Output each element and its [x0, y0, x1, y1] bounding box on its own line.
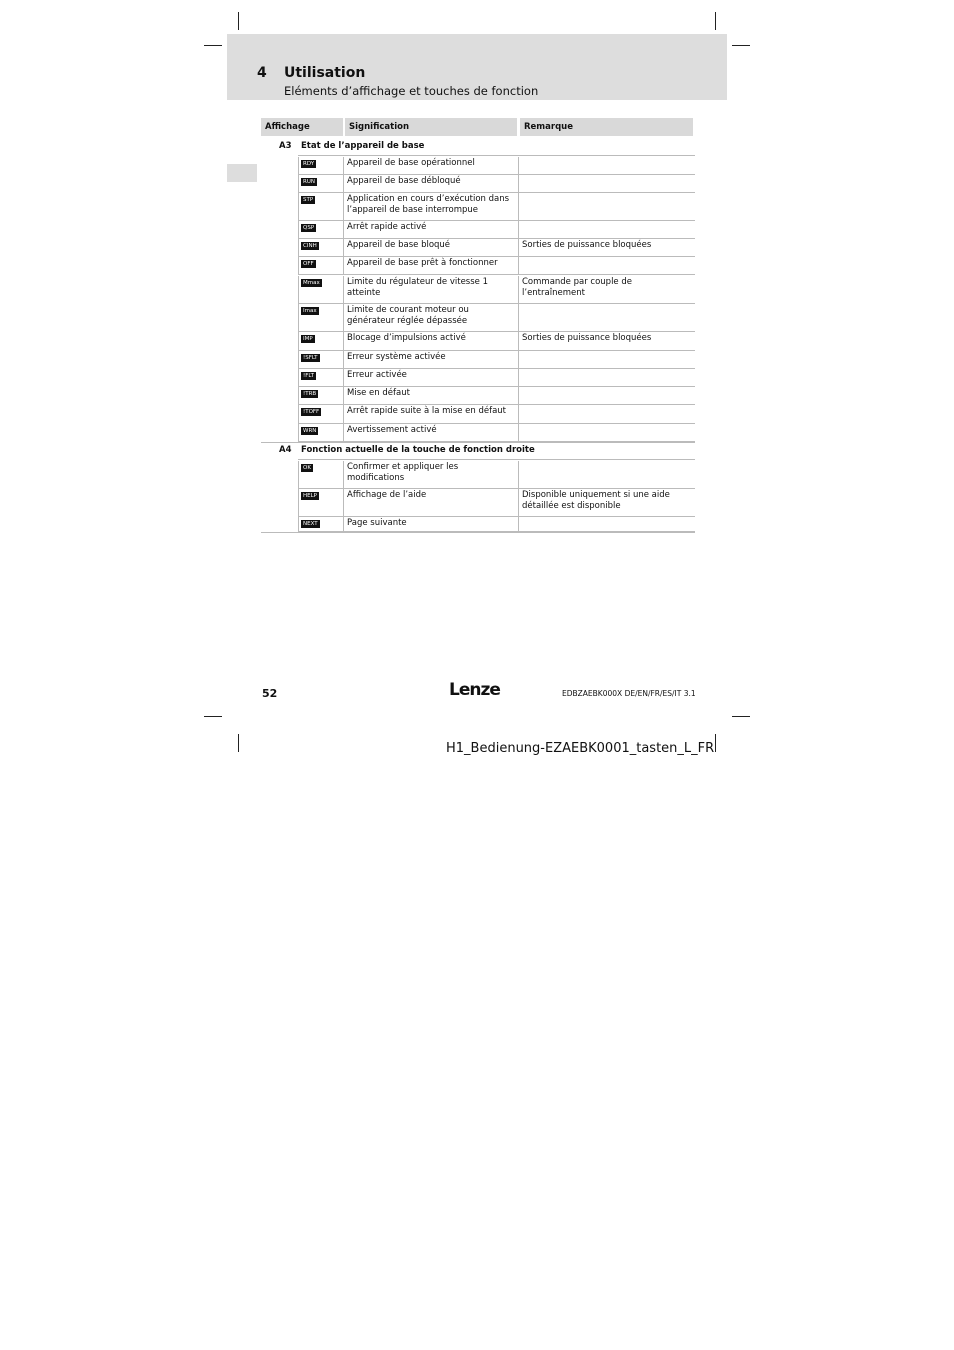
status-badge: OK — [303, 465, 311, 471]
row-meaning: Limite de courant moteur ou générateur réglée dépassée — [347, 305, 469, 326]
column-divider — [298, 239, 299, 256]
section-divider — [261, 442, 695, 443]
column-divider — [518, 221, 519, 238]
row-divider — [298, 368, 695, 369]
crop-mark — [715, 12, 716, 30]
chapter-title: Utilisation — [284, 65, 366, 81]
column-divider — [298, 175, 299, 192]
row-remark: Disponible uniquement si une aide détaillée est disponible — [522, 490, 670, 511]
column-divider — [518, 332, 519, 350]
row-divider — [298, 459, 695, 460]
row-meaning: Page suivante — [347, 518, 407, 528]
column-divider — [298, 517, 299, 531]
column-divider — [343, 175, 344, 192]
row-meaning: Erreur activée — [347, 370, 407, 380]
row-remark: Commande par couple de l’entraînement — [522, 277, 632, 298]
column-divider — [343, 351, 344, 368]
row-meaning: Mise en défaut — [347, 388, 410, 398]
page-number: 52 — [262, 687, 278, 700]
column-divider — [343, 461, 344, 488]
column-divider — [343, 405, 344, 423]
column-divider — [518, 387, 519, 404]
crop-mark — [715, 734, 716, 752]
crop-mark — [732, 716, 750, 717]
column-divider — [518, 405, 519, 423]
row-meaning: Arrêt rapide activé — [347, 222, 427, 232]
column-divider — [518, 369, 519, 386]
column-divider — [518, 461, 519, 488]
row-remark: Sorties de puissance bloquées — [522, 333, 652, 343]
row-meaning: Erreur système activée — [347, 352, 446, 362]
column-divider — [518, 276, 519, 303]
column-divider — [298, 276, 299, 303]
row-divider — [298, 174, 695, 175]
row-meaning: Arrêt rapide suite à la mise en défaut — [347, 406, 507, 416]
status-badge: NEXT — [303, 521, 318, 527]
row-meaning: Appareil de base débloqué — [347, 176, 461, 186]
status-badge: STP — [303, 197, 314, 203]
status-badge: !TRB — [303, 391, 317, 397]
chapter-number: 4 — [257, 65, 267, 81]
crop-mark — [204, 45, 222, 46]
status-badge: Imax — [303, 308, 317, 314]
row-meaning: Appareil de base bloqué — [347, 240, 451, 250]
crop-mark — [204, 716, 222, 717]
column-divider — [298, 257, 299, 274]
column-divider — [518, 304, 519, 331]
status-badge: HELP — [303, 493, 317, 499]
column-divider — [518, 351, 519, 368]
file-name: H1_Bedienung-EZAEBK0001_tasten_L_FR — [446, 741, 715, 756]
row-divider — [298, 192, 695, 193]
column-divider — [518, 257, 519, 274]
column-divider — [298, 424, 299, 441]
row-divider — [298, 256, 695, 257]
column-divider — [518, 239, 519, 256]
column-divider — [298, 405, 299, 423]
column-divider — [298, 332, 299, 350]
crop-mark — [732, 45, 750, 46]
column-header-affichage: Affichage — [261, 118, 343, 136]
column-divider — [298, 351, 299, 368]
row-divider — [298, 350, 695, 351]
section-subtitle: Eléments d’affichage et touches de fonction — [284, 84, 539, 98]
section-code: A3 — [279, 141, 292, 151]
row-divider — [298, 516, 695, 517]
column-divider — [343, 332, 344, 350]
column-divider — [343, 157, 344, 174]
row-divider — [298, 274, 695, 275]
row-meaning: Blocage d’impulsions activé — [347, 333, 466, 343]
column-divider — [343, 369, 344, 386]
row-remark: Sorties de puissance bloquées — [522, 240, 652, 250]
column-divider — [343, 257, 344, 274]
row-meaning: Limite du régulateur de vitesse 1 atteinte — [347, 277, 489, 298]
status-badge: RDY — [303, 161, 315, 167]
status-badge: RUN — [303, 179, 315, 185]
status-badge: !TOFF — [303, 409, 320, 415]
column-divider — [518, 424, 519, 441]
lenze-logo: Lenze — [449, 680, 500, 700]
row-meaning: Appareil de base opérationnel — [347, 158, 475, 168]
column-divider — [343, 387, 344, 404]
status-badge: QSP — [303, 225, 315, 231]
row-divider — [298, 331, 695, 332]
status-badge: Mmax — [303, 280, 320, 286]
column-divider — [298, 304, 299, 331]
column-divider — [298, 369, 299, 386]
column-divider — [343, 239, 344, 256]
column-divider — [343, 276, 344, 303]
row-divider — [298, 404, 695, 405]
status-badge: WRN — [303, 428, 317, 434]
section-code: A4 — [279, 445, 292, 455]
row-divider — [298, 303, 695, 304]
column-divider — [343, 221, 344, 238]
status-badge: CINH — [303, 243, 317, 249]
status-badge: OFF — [303, 261, 314, 267]
column-divider — [298, 489, 299, 516]
table-bottom — [261, 532, 695, 533]
row-divider — [298, 220, 695, 221]
column-divider — [298, 157, 299, 174]
row-meaning: Application en cours d’exécution dans l’appareil de base interrompue — [347, 194, 510, 215]
row-divider — [298, 488, 695, 489]
column-divider — [343, 517, 344, 531]
column-divider — [518, 157, 519, 174]
column-divider — [518, 193, 519, 220]
column-divider — [298, 461, 299, 488]
section-title: Fonction actuelle de la touche de fonction droite — [301, 445, 535, 455]
side-tab — [227, 164, 257, 182]
column-divider — [518, 489, 519, 516]
column-divider — [518, 175, 519, 192]
column-divider — [298, 221, 299, 238]
status-badge: IMP — [303, 336, 313, 342]
row-meaning: Affichage de l’aide — [347, 490, 427, 500]
document-reference: EDBZAEBK000X DE/EN/FR/ES/IT 3.1 — [562, 689, 696, 698]
row-divider — [298, 238, 695, 239]
section-title: Etat de l’appareil de base — [301, 141, 425, 151]
column-divider — [343, 304, 344, 331]
crop-mark — [238, 12, 239, 30]
row-meaning: Avertissement activé — [347, 425, 437, 435]
column-divider — [343, 424, 344, 441]
status-badge: !FLT — [303, 373, 315, 379]
column-header-signification: Signification — [343, 118, 517, 136]
column-header-remarque: Remarque — [518, 118, 693, 136]
column-divider — [343, 193, 344, 220]
row-divider — [298, 155, 695, 156]
status-badge: !SFLT — [303, 355, 318, 361]
column-divider — [518, 517, 519, 531]
crop-mark — [238, 734, 239, 752]
column-divider — [298, 387, 299, 404]
row-divider — [298, 386, 695, 387]
row-divider — [298, 423, 695, 424]
column-divider — [298, 193, 299, 220]
column-divider — [343, 489, 344, 516]
row-meaning: Appareil de base prêt à fonctionner — [347, 258, 498, 268]
row-meaning: Confirmer et appliquer les modifications — [347, 462, 459, 483]
